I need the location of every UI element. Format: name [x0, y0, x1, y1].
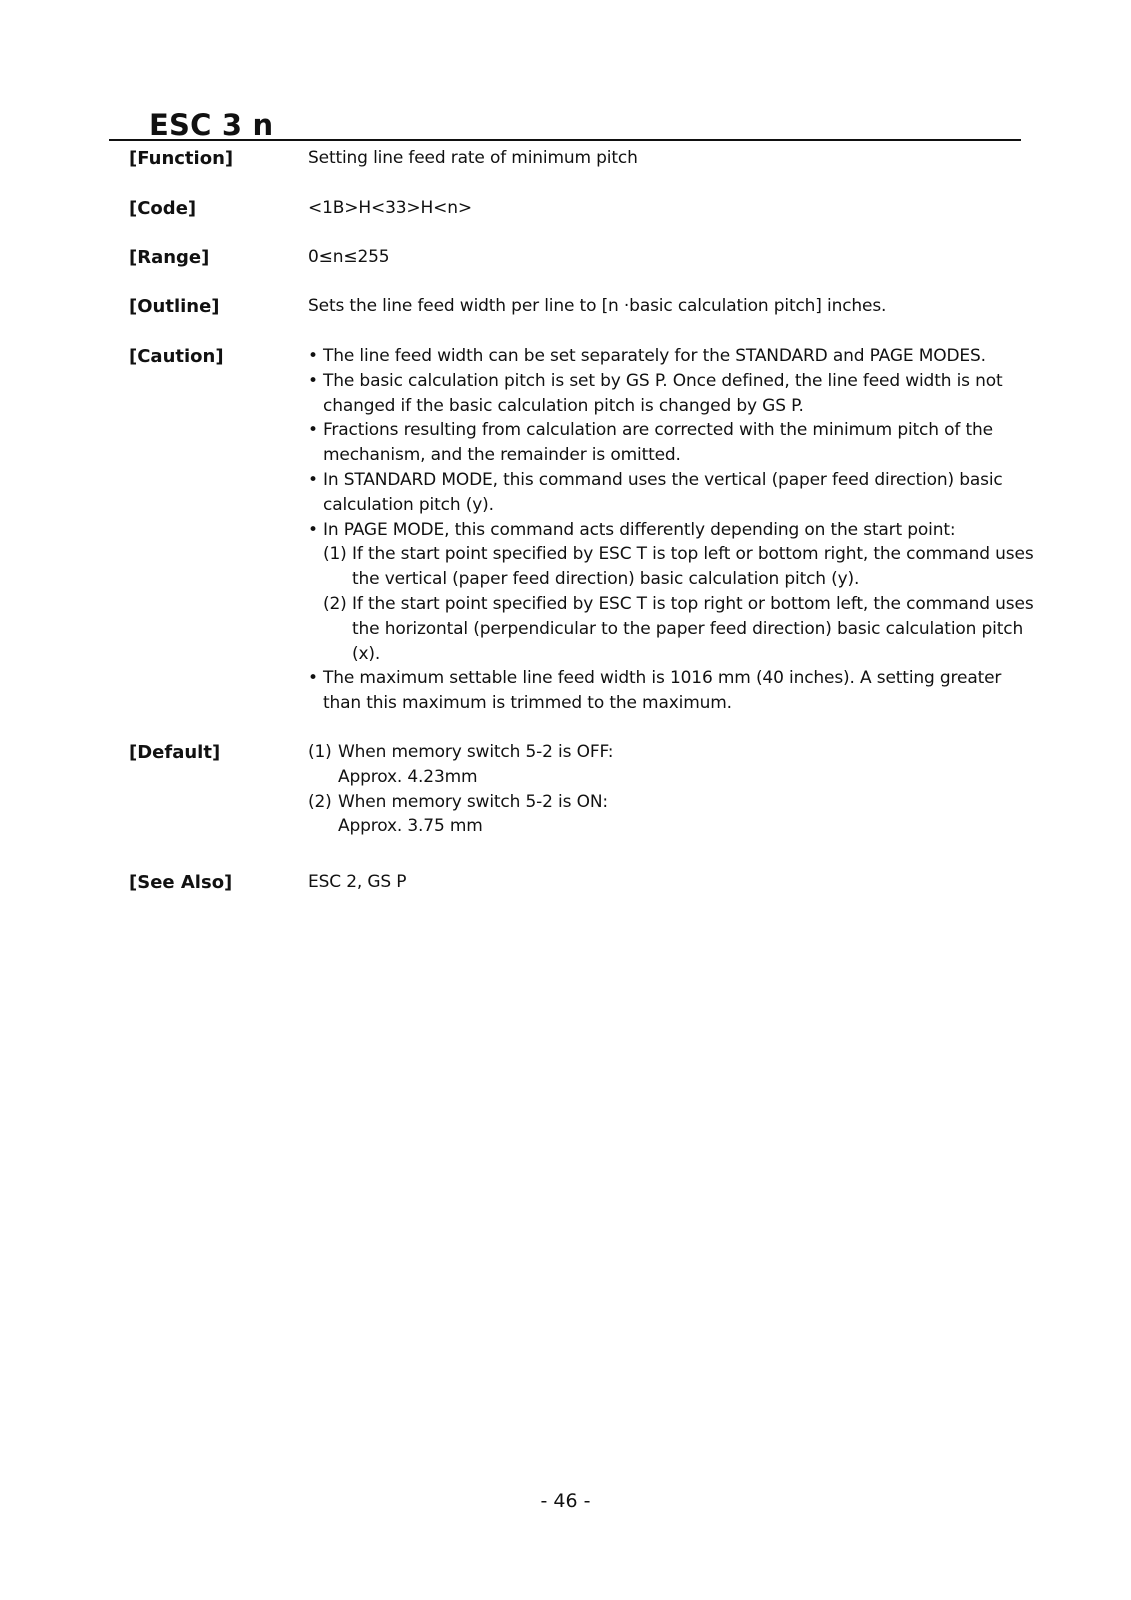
- command-title: ESC 3 n: [149, 108, 274, 142]
- bullet-mark: •: [308, 519, 318, 540]
- range-label: [Range]: [129, 247, 210, 268]
- list-item: • Fractions resulting from calculation are corrected with the minimum pitch of the mechanism, and the remainder is omitted.: [308, 420, 993, 466]
- list-item: (1) When memory switch 5-2 is OFF: Approx. 4.23mm: [308, 742, 614, 787]
- bullet-mark: •: [308, 370, 318, 391]
- see-also-label: [See Also]: [129, 872, 233, 893]
- list-item: • In STANDARD MODE, this command uses the vertical (paper feed direction) basic calculation pitch (y).: [308, 469, 1003, 515]
- code-text: <1B>H<33>H<n>: [308, 198, 472, 218]
- outline-text: Sets the line feed width per line to [n ·basic calculation pitch] inches.: [308, 296, 887, 316]
- see-also-text: ESC 2, GS P: [308, 872, 407, 892]
- default-list: [308, 740, 1028, 839]
- range-text: 0≤n≤255: [308, 247, 390, 267]
- sub-item-number: (1): [323, 544, 347, 565]
- list-item: • The basic calculation pitch is set by GS P. Once defined, the line feed width is not changed if the basic calculation pitch is changed by GS P.: [308, 370, 1003, 416]
- list-item: • The line feed width can be set separately for the STANDARD and PAGE MODES.: [308, 344, 1028, 369]
- bullet-mark: •: [308, 346, 318, 366]
- sub-item-number: (2): [323, 593, 347, 614]
- list-item: (2) When memory switch 5-2 is ON: Approx. 3.75 mm: [308, 791, 608, 837]
- list-item: • The maximum settable line feed width is 1016 mm (40 inches). A setting greater than this maximum is trimmed to the maximum.: [308, 668, 1002, 714]
- bullet-mark: •: [308, 668, 318, 689]
- page-number: - 46 -: [540, 1490, 591, 1512]
- bullet-mark: •: [308, 469, 318, 490]
- default-label: [Default]: [129, 742, 221, 763]
- default-item-number: (1): [308, 742, 332, 762]
- code-label: [Code]: [129, 198, 197, 219]
- outline-label: [Outline]: [129, 296, 220, 317]
- function-label: [Function]: [129, 148, 234, 169]
- title-underline: [109, 139, 1021, 141]
- sub-list-item: (1) If the start point specified by ESC T is top left or bottom right, the command uses the vertical (paper feed direction) basic calculation pitch (y).: [323, 544, 1034, 590]
- function-text: Setting line feed rate of minimum pitch: [308, 148, 638, 168]
- caution-label: [Caution]: [129, 346, 224, 367]
- sub-list-item: (2) If the start point specified by ESC T is top right or bottom left, the command uses the horizontal (perpendicular to the paper feed direction) basic calculation pitch (x).: [323, 593, 1034, 664]
- default-item-number: (2): [308, 791, 332, 812]
- bullet-mark: •: [308, 420, 318, 441]
- list-item: • In PAGE MODE, this command acts differently depending on the start point:: [308, 518, 1028, 543]
- caution-list: [308, 344, 1034, 716]
